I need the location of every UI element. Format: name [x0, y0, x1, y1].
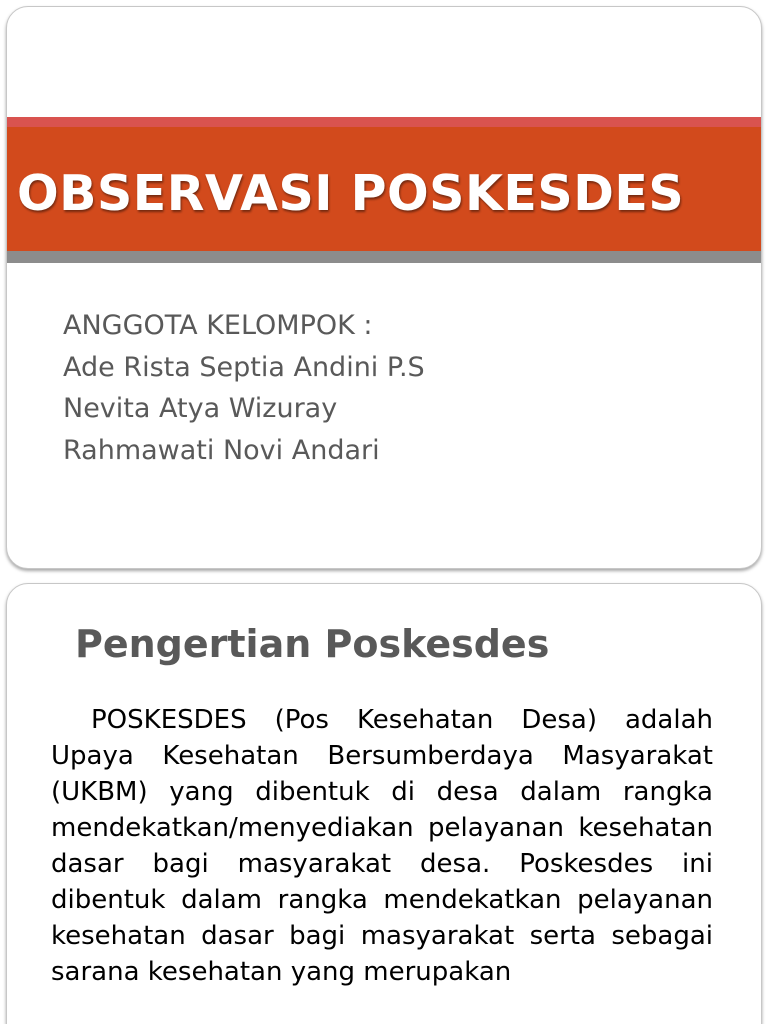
section-title: Pengertian Poskesdes: [75, 622, 550, 666]
member-name: Rahmawati Novi Andari: [63, 434, 380, 466]
definition-paragraph: POSKESDES (Pos Kesehatan Desa) adalah Upaya Kesehatan Bersumberdaya Masyarakat (UKBM) yang dibentuk di desa dalam rangka mendekatkan/menyediakan pelayanan kesehatan dasar bagi masyarakat desa. Poskesdes ini dibentuk dalam rangka mendekatkan pelayanan kesehatan dasar bagi masyarakat serta sebagai sarana kesehatan yang merupakan: [51, 705, 713, 987]
member-name: Ade Rista Septia Andini P.S: [63, 351, 425, 383]
slide-definition: [6, 583, 762, 1024]
banner-top-stripe: [7, 117, 761, 127]
members-heading: ANGGOTA KELOMPOK :: [63, 310, 373, 341]
slide-main-title: OBSERVASI POSKESDES: [17, 165, 685, 222]
member-list: [63, 305, 425, 471]
member-name: Nevita Atya Wizuray: [63, 393, 338, 424]
slide-title: [6, 6, 762, 569]
title-banner: [7, 117, 761, 265]
banner-bottom-stripe: [7, 251, 761, 263]
